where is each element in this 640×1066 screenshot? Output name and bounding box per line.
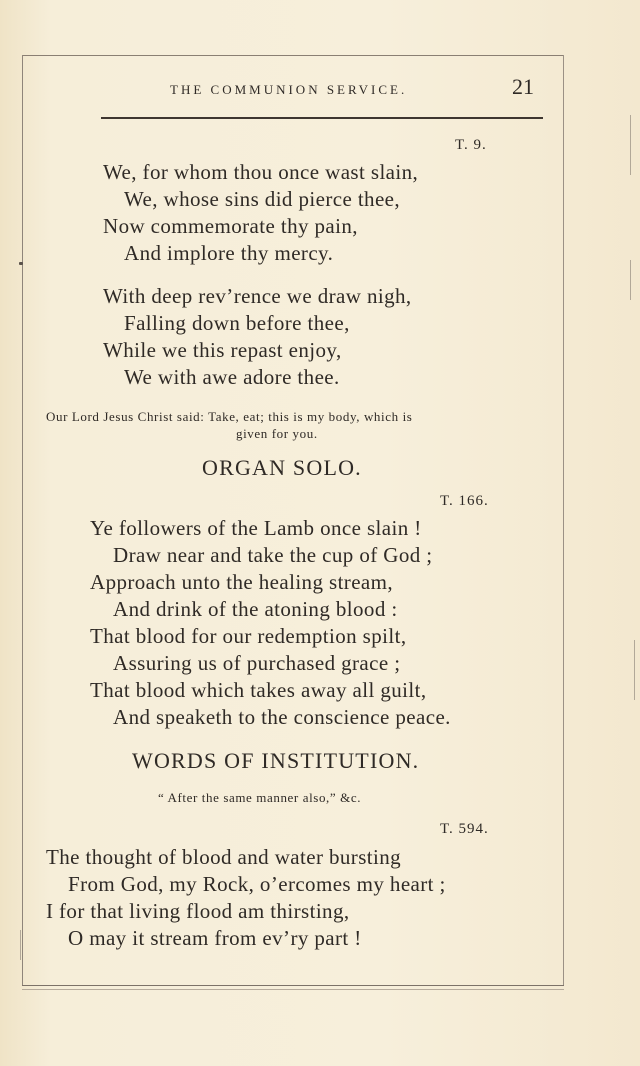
- tune-number: T. 594.: [440, 821, 489, 837]
- verse-line: The thought of blood and water bursting: [46, 845, 402, 869]
- verse-line: Draw near and take the cup of God ;: [113, 543, 433, 567]
- verse-line: We, whose sins did pierce thee,: [124, 187, 401, 211]
- rubric-line: given for you.: [236, 426, 318, 441]
- verse-line: Ye followers of the Lamb once slain !: [90, 516, 422, 540]
- page-frame-top: [22, 55, 564, 56]
- verse-line: And implore thy mercy.: [124, 241, 334, 265]
- margin-tick: [20, 930, 21, 960]
- verse-line: I for that living flood am thirsting,: [46, 899, 350, 923]
- page-frame-bottom: [22, 985, 564, 986]
- verse-line: We with awe adore thee.: [124, 365, 340, 389]
- verse-line: And drink of the atoning blood :: [113, 597, 398, 621]
- tune-number: T. 9.: [455, 137, 487, 153]
- margin-tick: [634, 640, 635, 700]
- page-number: 21: [512, 74, 534, 99]
- verse-line: We, for whom thou once wast slain,: [103, 160, 419, 184]
- verse-line: And speaketh to the conscience peace.: [113, 705, 451, 729]
- ink-mark: [19, 262, 23, 265]
- rubric-line: Our Lord Jesus Christ said: Take, eat; this is my body, which is: [46, 409, 413, 424]
- section-heading-organ-solo: ORGAN SOLO.: [202, 455, 362, 480]
- verse-line: Falling down before thee,: [124, 311, 350, 335]
- margin-tick: [630, 115, 631, 175]
- section-heading-words-of-institution: WORDS OF INSTITUTION.: [132, 748, 420, 773]
- verse-line: Assuring us of purchased grace ;: [113, 651, 401, 675]
- page-frame-left: [22, 55, 23, 985]
- tune-number: T. 166.: [440, 493, 489, 509]
- verse-line: With deep rev’rence we draw nigh,: [103, 284, 412, 308]
- running-head: THE COMMUNION SERVICE.: [170, 82, 408, 97]
- rubric-line: “ After the same manner also,” &c.: [158, 790, 362, 805]
- page-frame-right: [563, 55, 564, 985]
- margin-tick: [630, 260, 631, 300]
- verse-line: Approach unto the healing stream,: [90, 570, 394, 594]
- verse-line: From God, my Rock, o’ercomes my heart ;: [68, 872, 446, 896]
- header-rule: [101, 117, 543, 119]
- verse-line: That blood which takes away all guilt,: [90, 678, 427, 702]
- verse-line: While we this repast enjoy,: [103, 338, 342, 362]
- verse-line: That blood for our redemption spilt,: [90, 624, 407, 648]
- verse-line: Now commemorate thy pain,: [103, 214, 358, 238]
- verse-line: O may it stream from ev’ry part !: [68, 926, 362, 950]
- page-frame-bottom-shadow: [22, 989, 564, 990]
